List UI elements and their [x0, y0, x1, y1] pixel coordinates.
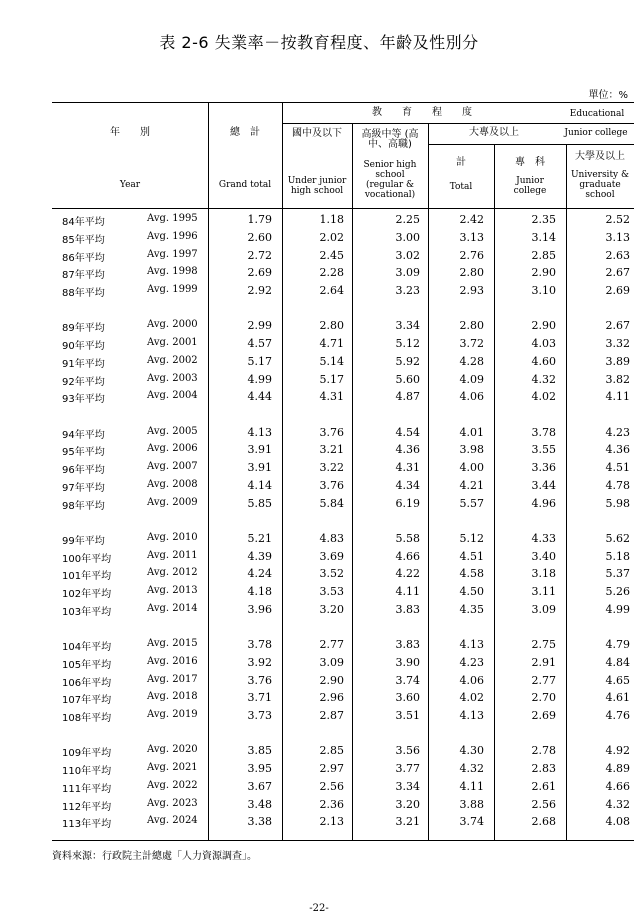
row-year-zh: 87年平均	[62, 270, 105, 282]
table-row	[52, 497, 634, 514]
cell-grand-total: 3.95	[247, 762, 272, 775]
cell-grand-total: 4.24	[247, 567, 272, 581]
cell-college-total: 2.80	[459, 266, 484, 280]
cell-senior: 3.77	[395, 762, 420, 775]
header-ctotal-zh: 計	[456, 157, 466, 168]
cell-college-total: 2.76	[459, 248, 484, 262]
row-year-en: Avg. 2014	[147, 602, 198, 614]
row-year-zh: 89年平均	[62, 323, 105, 335]
cell-grand-total: 3.38	[247, 815, 272, 829]
cell-junior: 3.52	[319, 567, 344, 581]
cell-college-total: 4.21	[459, 478, 484, 492]
cell-college-total: 3.72	[459, 337, 484, 350]
row-year-en: Avg. 2022	[147, 779, 198, 791]
row-year-zh: 111年平均	[62, 783, 112, 795]
cell-college-total: 3.98	[459, 443, 484, 457]
header-year-zh: 年 別	[110, 127, 150, 138]
header-bottom-rule	[52, 208, 634, 209]
cell-grand-total: 2.99	[247, 319, 272, 333]
row-year-en: Avg. 2005	[147, 425, 198, 437]
cell-junior-college: 4.32	[531, 372, 556, 386]
cell-university: 3.82	[605, 372, 630, 386]
header-jc-zh: 專 科	[515, 157, 545, 168]
cell-senior: 4.87	[395, 390, 420, 404]
cell-junior: 5.17	[319, 372, 344, 386]
table-row	[52, 550, 634, 567]
table-row	[52, 319, 634, 336]
cell-junior: 3.22	[319, 461, 344, 474]
cell-senior: 3.02	[395, 248, 420, 262]
table-row	[52, 638, 634, 655]
cell-senior: 4.36	[395, 443, 420, 457]
cell-grand-total: 4.13	[247, 425, 272, 439]
cell-grand-total: 4.39	[247, 549, 272, 563]
header-total-zh: 總 計	[230, 127, 260, 138]
cell-university: 4.78	[605, 478, 630, 492]
table-row	[52, 355, 634, 372]
row-year-en: Avg. 2024	[147, 815, 198, 827]
header-jc-en: Junior college	[513, 176, 547, 196]
row-year-zh: 110年平均	[62, 766, 112, 777]
cell-university: 4.36	[605, 443, 630, 457]
header-senior-zh: 高級中等 (高中、高職)	[361, 129, 419, 150]
cell-university: 4.08	[605, 815, 630, 829]
cell-senior: 3.56	[395, 744, 420, 758]
row-year-zh: 113年平均	[62, 819, 112, 831]
cell-grand-total: 2.60	[247, 230, 272, 244]
cell-senior: 5.92	[395, 354, 420, 368]
cell-university: 3.13	[605, 230, 630, 244]
row-year-en: Avg. 2006	[147, 443, 198, 455]
cell-university: 4.79	[605, 638, 630, 651]
header-ctotal-en: Total	[449, 182, 473, 192]
cell-university: 5.26	[605, 585, 630, 598]
cell-junior: 2.85	[319, 744, 344, 758]
cell-college-total: 4.28	[459, 354, 484, 368]
cell-university: 2.67	[605, 266, 630, 280]
cell-university: 2.69	[605, 284, 630, 297]
cell-senior: 5.12	[395, 337, 420, 350]
table-row	[52, 231, 634, 248]
cell-college-total: 3.74	[459, 815, 484, 829]
row-year-en: Avg. 2009	[147, 496, 198, 508]
header-junior-zh: 國中及以下	[292, 128, 342, 139]
row-year-zh: 97年平均	[62, 482, 105, 494]
cell-grand-total: 2.72	[247, 248, 272, 262]
cell-university: 4.66	[605, 779, 630, 793]
cell-junior-college: 2.91	[531, 655, 556, 669]
cell-grand-total: 3.85	[247, 744, 272, 758]
cell-college-total: 4.13	[459, 638, 484, 651]
table-top-rule	[52, 102, 634, 103]
cell-university: 2.63	[605, 248, 630, 262]
cell-senior: 2.25	[395, 213, 420, 226]
cell-university: 5.98	[605, 496, 630, 510]
cell-junior: 3.76	[319, 478, 344, 492]
cell-grand-total: 3.92	[247, 655, 272, 669]
cell-grand-total: 3.71	[247, 691, 272, 705]
unit-label: 單位：%	[588, 90, 628, 101]
cell-grand-total: 3.96	[247, 602, 272, 616]
cell-junior-college: 2.75	[531, 638, 556, 651]
cell-university: 4.89	[605, 762, 630, 775]
cell-junior-college: 4.03	[531, 337, 556, 350]
cell-university: 4.23	[605, 425, 630, 439]
cell-university: 2.67	[605, 319, 630, 333]
cell-junior-college: 2.70	[531, 691, 556, 705]
cell-college-total: 4.30	[459, 744, 484, 758]
table-row	[52, 709, 634, 726]
header-junior-en: Under junior high school	[287, 176, 347, 196]
row-year-zh: 95年平均	[62, 447, 105, 459]
cell-senior: 5.58	[395, 531, 420, 545]
table-row	[52, 461, 634, 478]
cell-grand-total: 1.79	[247, 213, 272, 226]
row-year-en: Avg. 2019	[147, 709, 198, 720]
cell-college-total: 4.32	[459, 762, 484, 775]
cell-junior: 3.21	[319, 443, 344, 457]
row-year-en: Avg. 2007	[147, 461, 198, 472]
cell-senior: 4.54	[395, 425, 420, 439]
cell-junior-college: 2.68	[531, 815, 556, 829]
cell-senior: 3.74	[395, 673, 420, 687]
cell-junior-college: 2.69	[531, 709, 556, 722]
cell-senior: 3.83	[395, 638, 420, 651]
row-year-en: Avg. 2001	[147, 337, 198, 348]
row-year-en: Avg. 2012	[147, 567, 198, 579]
header-total-en: Grand total	[218, 180, 272, 190]
cell-senior: 6.19	[395, 496, 420, 510]
cell-senior: 3.21	[395, 815, 420, 829]
table-row	[52, 744, 634, 761]
cell-grand-total: 2.92	[247, 284, 272, 297]
table-row	[52, 815, 634, 832]
cell-junior: 2.45	[319, 248, 344, 262]
cell-college-total: 4.13	[459, 709, 484, 722]
row-year-en: Avg. 2023	[147, 797, 198, 809]
cell-senior: 3.23	[395, 284, 420, 297]
cell-senior: 3.60	[395, 691, 420, 705]
cell-college-total: 4.11	[459, 779, 484, 793]
cell-grand-total: 4.14	[247, 478, 272, 492]
cell-junior-college: 2.77	[531, 673, 556, 687]
header-senior-en: Senior high school (regular & vocational)	[363, 160, 417, 200]
row-year-zh: 103年平均	[62, 606, 112, 618]
row-year-zh: 91年平均	[62, 358, 105, 370]
row-year-zh: 101年平均	[62, 571, 112, 583]
cell-junior-college: 3.40	[531, 549, 556, 563]
cell-college-total: 2.93	[459, 284, 484, 297]
cell-junior: 5.84	[319, 496, 344, 510]
cell-junior-college: 3.55	[531, 443, 556, 457]
row-year-en: Avg. 2013	[147, 585, 198, 596]
cell-junior: 2.36	[319, 797, 344, 811]
cell-senior: 3.51	[395, 709, 420, 722]
cell-college-total: 4.50	[459, 585, 484, 598]
cell-senior: 3.90	[395, 655, 420, 669]
header-college-zh: 大專及以上	[469, 127, 519, 138]
row-year-en: Avg. 1996	[147, 230, 198, 242]
cell-college-total: 5.57	[459, 496, 484, 510]
cell-university: 4.51	[605, 461, 630, 474]
cell-college-total: 4.06	[459, 673, 484, 687]
row-year-zh: 104年平均	[62, 642, 112, 653]
cell-college-total: 3.88	[459, 797, 484, 811]
cell-junior-college: 2.83	[531, 762, 556, 775]
table-row	[52, 603, 634, 620]
cell-college-total: 2.80	[459, 319, 484, 333]
row-year-en: Avg. 2000	[147, 319, 198, 331]
table-row	[52, 426, 634, 443]
row-year-zh: 94年平均	[62, 429, 105, 441]
cell-junior-college: 2.56	[531, 797, 556, 811]
cell-university: 3.89	[605, 354, 630, 368]
cell-junior: 2.77	[319, 638, 344, 651]
row-year-zh: 107年平均	[62, 695, 112, 707]
edu-group-rule	[282, 123, 634, 124]
table-row	[52, 390, 634, 407]
table-row	[52, 656, 634, 673]
cell-university: 4.76	[605, 709, 630, 722]
row-year-zh: 112年平均	[62, 801, 112, 813]
row-year-zh: 102年平均	[62, 589, 112, 600]
cell-junior-college: 2.85	[531, 248, 556, 262]
cell-junior: 2.13	[319, 815, 344, 829]
cell-college-total: 4.35	[459, 602, 484, 616]
cell-junior-college: 4.02	[531, 390, 556, 404]
row-year-en: Avg. 2010	[147, 531, 198, 543]
header-edu-zh: 教 育 程 度	[372, 107, 472, 118]
cell-college-total: 4.58	[459, 567, 484, 581]
cell-university: 5.37	[605, 567, 630, 581]
header-univ-en: University & graduate school	[570, 170, 630, 200]
cell-grand-total: 3.67	[247, 779, 272, 793]
cell-junior-college: 4.33	[531, 531, 556, 545]
table-row	[52, 249, 634, 266]
cell-junior-college: 2.35	[531, 213, 556, 226]
cell-university: 4.84	[605, 655, 630, 669]
table-row	[52, 691, 634, 708]
table-row	[52, 798, 634, 815]
row-year-zh: 90年平均	[62, 341, 105, 352]
row-year-zh: 86年平均	[62, 252, 105, 264]
row-year-en: Avg. 2015	[147, 638, 198, 649]
cell-junior: 2.97	[319, 762, 344, 775]
row-year-zh: 93年平均	[62, 394, 105, 406]
cell-junior-college: 2.90	[531, 319, 556, 333]
table-bottom-rule	[52, 840, 634, 841]
cell-junior: 3.53	[319, 585, 344, 598]
row-year-en: Avg. 2020	[147, 744, 198, 756]
cell-junior: 4.31	[319, 390, 344, 404]
cell-grand-total: 4.57	[247, 337, 272, 350]
row-year-en: Avg. 1995	[147, 213, 198, 224]
cell-senior: 3.00	[395, 230, 420, 244]
cell-junior: 4.83	[319, 531, 344, 545]
page-number: -22-	[309, 903, 329, 914]
cell-junior-college: 3.10	[531, 284, 556, 297]
cell-junior-college: 3.09	[531, 602, 556, 616]
cell-college-total: 4.02	[459, 691, 484, 705]
cell-junior: 3.76	[319, 425, 344, 439]
cell-junior: 1.18	[319, 213, 344, 226]
row-year-en: Avg. 1998	[147, 266, 198, 278]
cell-junior-college: 2.78	[531, 744, 556, 758]
cell-senior: 3.34	[395, 319, 420, 333]
row-year-zh: 92年平均	[62, 376, 105, 388]
row-year-en: Avg. 2021	[147, 762, 198, 773]
cell-senior: 3.83	[395, 602, 420, 616]
cell-grand-total: 5.21	[247, 531, 272, 545]
cell-university: 4.92	[605, 744, 630, 758]
cell-university: 4.65	[605, 673, 630, 687]
cell-senior: 3.34	[395, 779, 420, 793]
cell-senior: 4.34	[395, 478, 420, 492]
college-group-rule	[428, 144, 634, 145]
cell-college-total: 4.00	[459, 461, 484, 474]
table-row	[52, 337, 634, 354]
cell-university: 4.11	[605, 390, 630, 404]
table-row	[52, 762, 634, 779]
header-univ-zh: 大學及以上	[575, 151, 625, 162]
cell-junior: 2.80	[319, 319, 344, 333]
cell-college-total: 4.09	[459, 372, 484, 386]
cell-junior: 3.09	[319, 655, 344, 669]
source-note: 資料來源：行政院主計總處「人力資源調查」。	[52, 851, 257, 862]
cell-junior: 2.64	[319, 284, 344, 297]
cell-university: 4.32	[605, 797, 630, 811]
cell-junior: 2.90	[319, 673, 344, 687]
row-year-zh: 84年平均	[62, 217, 105, 228]
cell-junior: 2.56	[319, 779, 344, 793]
cell-grand-total: 4.99	[247, 372, 272, 386]
row-year-en: Avg. 2004	[147, 390, 198, 402]
cell-junior-college: 4.60	[531, 354, 556, 368]
cell-senior: 5.60	[395, 372, 420, 386]
cell-university: 3.32	[605, 337, 630, 350]
row-year-en: Avg. 1999	[147, 284, 198, 295]
cell-university: 5.62	[605, 531, 630, 545]
cell-junior-college: 4.96	[531, 496, 556, 510]
cell-grand-total: 3.73	[247, 709, 272, 722]
cell-grand-total: 3.91	[247, 461, 272, 474]
cell-college-total: 4.23	[459, 655, 484, 669]
cell-university: 5.18	[605, 549, 630, 563]
cell-grand-total: 5.17	[247, 354, 272, 368]
cell-grand-total: 4.44	[247, 390, 272, 404]
cell-university: 4.61	[605, 691, 630, 705]
cell-junior-college: 3.44	[531, 478, 556, 492]
cell-junior-college: 3.36	[531, 461, 556, 474]
row-year-en: Avg. 2008	[147, 478, 198, 490]
cell-junior-college: 2.61	[531, 779, 556, 793]
cell-senior: 4.22	[395, 567, 420, 581]
cell-college-total: 4.06	[459, 390, 484, 404]
row-year-zh: 106年平均	[62, 677, 112, 689]
cell-senior: 4.31	[395, 461, 420, 474]
cell-grand-total: 3.91	[247, 443, 272, 457]
cell-junior: 3.20	[319, 602, 344, 616]
cell-college-total: 5.12	[459, 531, 484, 545]
cell-junior-college: 3.11	[531, 585, 556, 598]
table-row	[52, 266, 634, 283]
row-year-en: Avg. 2003	[147, 372, 198, 384]
cell-grand-total: 4.18	[247, 585, 272, 598]
cell-junior: 3.69	[319, 549, 344, 563]
header-edu-en: Educational	[569, 109, 625, 119]
table-row	[52, 213, 634, 230]
row-year-en: Avg. 2018	[147, 691, 198, 703]
cell-college-total: 3.13	[459, 230, 484, 244]
row-year-en: Avg. 2002	[147, 354, 198, 366]
cell-college-total: 2.42	[459, 213, 484, 226]
table-row	[52, 373, 634, 390]
cell-grand-total: 3.78	[247, 638, 272, 651]
cell-junior-college: 3.14	[531, 230, 556, 244]
cell-university: 2.52	[605, 213, 630, 226]
cell-university: 4.99	[605, 602, 630, 616]
header-college-en: Junior college	[564, 128, 628, 138]
row-year-en: Avg. 1997	[147, 248, 198, 260]
table-row	[52, 284, 634, 301]
row-year-zh: 98年平均	[62, 500, 105, 512]
cell-junior-college: 2.90	[531, 266, 556, 280]
cell-grand-total: 2.69	[247, 266, 272, 280]
cell-senior: 3.20	[395, 797, 420, 811]
cell-junior: 2.87	[319, 709, 344, 722]
page-title: 表 2-6 失業率－按教育程度、年齡及性別分	[159, 33, 479, 52]
row-year-zh: 108年平均	[62, 713, 112, 724]
cell-junior: 2.96	[319, 691, 344, 705]
cell-junior-college: 3.78	[531, 425, 556, 439]
table-row	[52, 567, 634, 584]
row-year-en: Avg. 2017	[147, 673, 198, 685]
table-row	[52, 443, 634, 460]
row-year-zh: 105年平均	[62, 659, 112, 671]
cell-junior: 2.28	[319, 266, 344, 280]
cell-junior-college: 3.18	[531, 567, 556, 581]
row-year-zh: 88年平均	[62, 288, 105, 299]
row-year-en: Avg. 2016	[147, 655, 198, 667]
cell-college-total: 4.51	[459, 549, 484, 563]
cell-college-total: 4.01	[459, 425, 484, 439]
cell-junior: 2.02	[319, 230, 344, 244]
cell-senior: 4.66	[395, 549, 420, 563]
table-row	[52, 585, 634, 602]
table-row	[52, 674, 634, 691]
cell-junior: 5.14	[319, 354, 344, 368]
table-row	[52, 532, 634, 549]
row-year-zh: 109年平均	[62, 748, 112, 760]
row-year-zh: 85年平均	[62, 234, 105, 246]
cell-grand-total: 3.48	[247, 797, 272, 811]
cell-junior: 4.71	[319, 337, 344, 350]
row-year-zh: 100年平均	[62, 553, 112, 565]
cell-senior: 4.11	[395, 585, 420, 598]
row-year-zh: 99年平均	[62, 535, 105, 547]
row-year-en: Avg. 2011	[147, 549, 198, 561]
cell-grand-total: 3.76	[247, 673, 272, 687]
table-row	[52, 780, 634, 797]
row-year-zh: 96年平均	[62, 465, 105, 476]
cell-grand-total: 5.85	[247, 496, 272, 510]
table-row	[52, 479, 634, 496]
cell-senior: 3.09	[395, 266, 420, 280]
header-year-en: Year	[119, 180, 141, 190]
